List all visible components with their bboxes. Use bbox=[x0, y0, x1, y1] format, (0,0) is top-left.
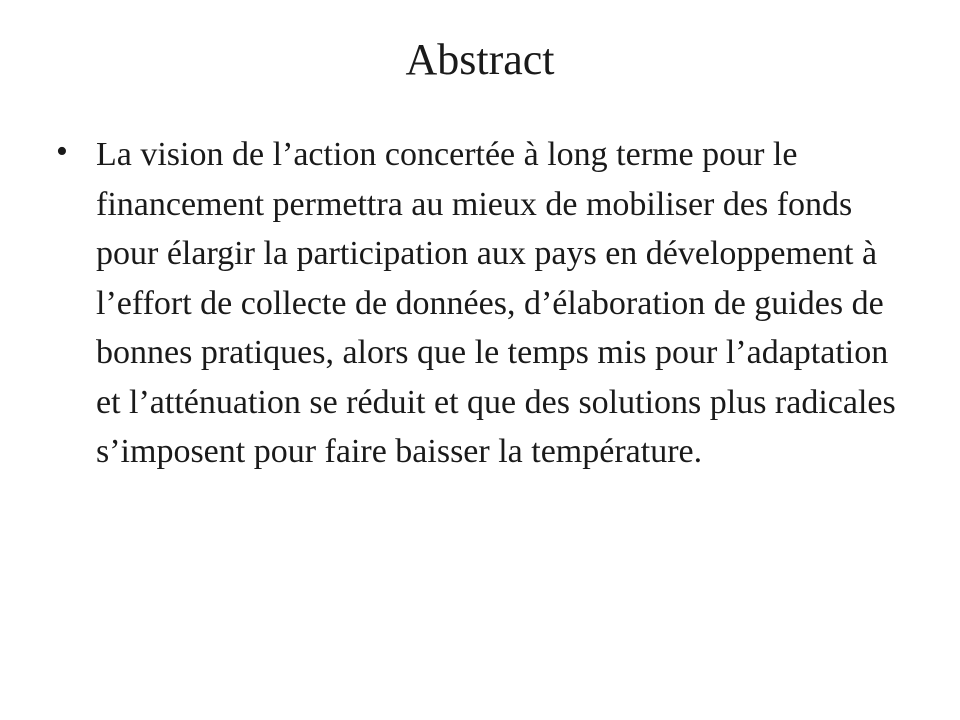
bullet-item bbox=[56, 130, 906, 477]
bullet-text: La vision de l’action concertée à long terme pour le financement permettra au mieux de mobiliser des fonds pour élargir la participation aux pays en développement à l’effort de collecte de données, d’élaboration de guides de bonnes pratiques, alors que le temps mis pour l’adaptation et l’atténuation se réduit et que des solutions plus radicales s’imposent pour faire baisser la température. bbox=[96, 136, 896, 470]
slide-title: Abstract bbox=[405, 35, 555, 84]
bullet-list bbox=[56, 130, 906, 477]
bullet-marker: • bbox=[56, 133, 68, 170]
